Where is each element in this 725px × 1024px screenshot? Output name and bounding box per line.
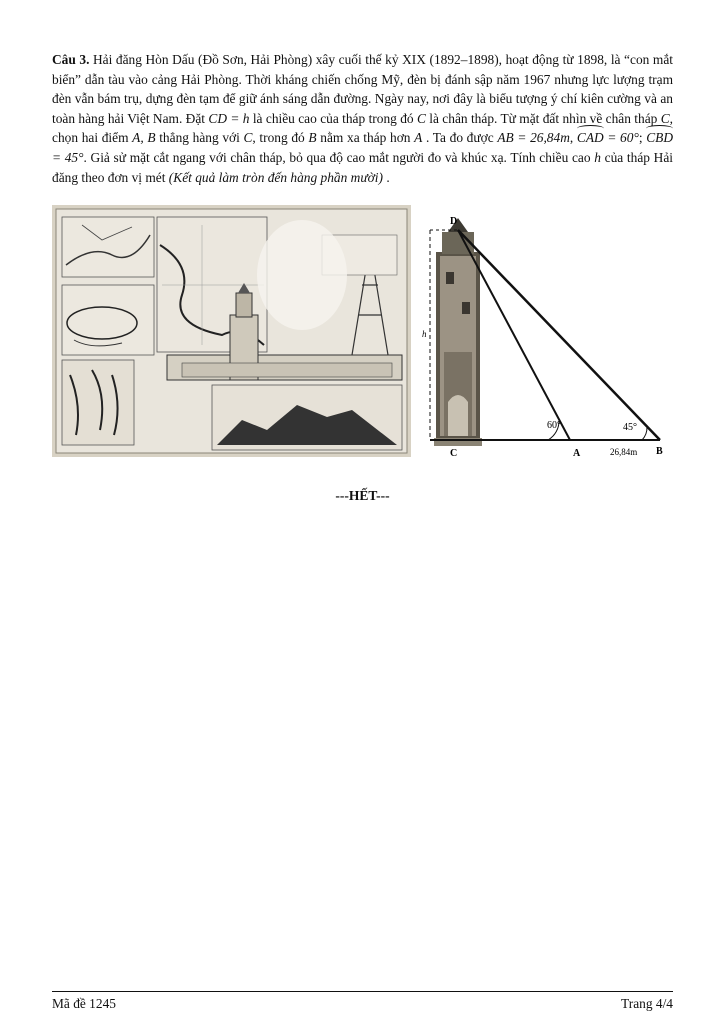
exam-code: Mã đề 1245	[52, 996, 116, 1011]
tower-image	[434, 218, 482, 446]
label-d: D	[450, 216, 458, 227]
rounding-note: (Kết quả làm tròn đến hàng phần mười)	[168, 169, 383, 185]
page-number: Trang 4/4	[621, 996, 673, 1011]
footer-divider	[52, 991, 673, 992]
label-h: h	[422, 329, 427, 339]
angle-b-label: 45°	[623, 422, 637, 433]
angle-a-label: 60°	[547, 420, 561, 431]
triangle-figure	[420, 212, 680, 462]
distance-label: 26,84m	[610, 447, 638, 457]
question-label: Câu 3.	[52, 52, 90, 67]
label-a: A	[573, 448, 581, 459]
problem-text: Câu 3. Hải đăng Hòn Dấu (Đồ Sơn, Hải Phòng) xây cuối thế kỷ XIX (1892–1898), hoạt động từ 1898, là “con mắt biển” dẫn tàu vào cảng Hải Phòng. Thời kháng chiến chống Mỹ, đèn bị đánh sập năm 1967 nhưng lực lượng trạm đèn vẫn bám trụ, dựng đèn tạm để giữ ánh sáng dẫn đường. Ngày nay, nơi đây là biểu tượng ý chí kiên cường và an toàn hàng hải Việt Nam. Đặt CD = h là chiều cao của tháp trong đó C là chân tháp. Từ mặt đất nhìn về chân tháp C, chọn hai điểm A, B thẳng hàng với C, trong đó B nằm xa tháp hơn A . Ta đo được AB = 26,84m, CAD = 60°; CBD = 45°. Giả sử mặt cắt ngang với chân tháp, bỏ qua độ cao mắt người đo và khúc xạ. Tính chiều cao h của tháp Hải đăng theo đơn vị mét (Kết quả làm tròn đến hàng phần mười) .	[52, 52, 674, 185]
lighthouse-blueprint-photo	[52, 205, 411, 457]
label-c: C	[450, 448, 458, 459]
label-b: B	[656, 446, 663, 457]
end-marker: ---HẾT---	[335, 488, 390, 503]
